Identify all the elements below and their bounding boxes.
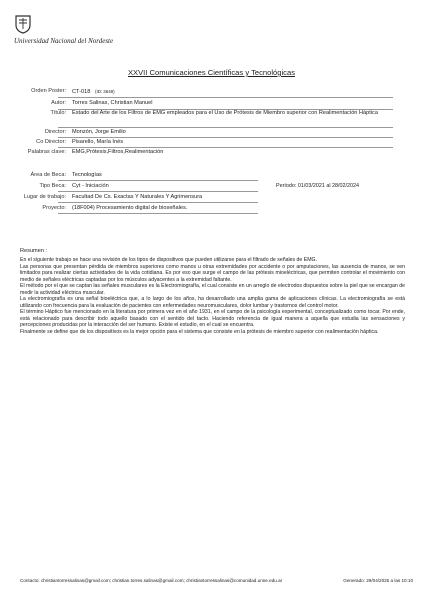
divider (58, 127, 393, 128)
row-area (14, 172, 414, 180)
row-orden (14, 88, 414, 96)
crest-icon (14, 14, 32, 34)
director-value: Monzón, Jorge Emilio (72, 129, 126, 135)
footer-generated: Generado: 29/04/2025 a las 10:10 (343, 578, 413, 583)
resumen-paragraph: Finalmente se define que de los dispositivos es la mejor opción para el sistema que consiste en la prótesis de miembro superior con realimentación háptica. (20, 328, 379, 335)
footer-contact: Contacto: christiantorressalinas@gmail.com; christian.torres.salinas@gmail.com; christiantorressalinas@comunidad.unne.edu.ar (20, 578, 283, 583)
palabras-value: EMG,Prótesis,Filtros,Realimentación (72, 149, 164, 155)
area-value: Tecnologías (72, 172, 102, 178)
row-titulo (14, 110, 414, 126)
footer (20, 578, 413, 583)
row-director (14, 129, 414, 137)
orden-id: (ID: 3648) (95, 89, 115, 94)
divider (58, 191, 258, 192)
lugar-label: Lugar de trabajo: (23, 194, 66, 200)
row-autor (14, 100, 414, 108)
divider (58, 97, 393, 98)
periodo: Período: 01/03/2021 al 28/02/2024 (276, 183, 360, 189)
row-palabras (14, 149, 414, 157)
tipo-value: Cyt - Iniciación (72, 183, 109, 189)
row-lugar (14, 194, 414, 202)
tipo-label: Tipo Beca: (39, 183, 66, 189)
page-title: XXVII Comunicaciones Científicas y Tecnológicas (127, 68, 295, 77)
resumen-paragraph: La electromiografía es una señal bioeléctrica que, a lo largo de los años, ha desarrollado una amplia gama de aplicaciones clínicas. La electromiografía se está utilizando con frecuencia para la evaluación de pacientes con enfermedades neuromusculares, dolor lumbar y trastornos del control motor. (20, 296, 405, 309)
row-codirector (14, 139, 414, 147)
resumen-paragraph: En el siguiente trabajo se hace una revisión de los tipos de dispositivos que pueden utilizarse para el filtrado de señales de EMG. (20, 257, 318, 263)
titulo-label: Título: (50, 110, 66, 116)
director-label: Director: (44, 129, 66, 135)
university-logo (14, 14, 134, 58)
titulo-value: Estado del Arte de los Filtros de EMG empleados para el Uso de Prótesis de Miembro superior con Realimentación Háptica (72, 110, 378, 116)
divider (58, 180, 258, 181)
resumen-body (20, 257, 405, 335)
resumen-paragraph: El método por el que se captan las señales musculares es la Electromiografía, el cual consiste en un arreglo de electrodos dispuestos sobre la piel que se encargan de medir la actividad eléctrica muscular. (20, 283, 405, 296)
proyecto-label: Proyecto: (42, 205, 66, 211)
orden-value-wrap (72, 88, 392, 96)
resumen-label: Resumen : (20, 248, 48, 254)
autor-value: Torres Salinas, Christian Manuel (72, 100, 153, 106)
area-label: Área de Beca: (30, 172, 66, 178)
orden-label: Orden Poster: (31, 88, 66, 94)
lugar-value: Facultad De Cs. Exactas Y Naturales Y Agrimensura (72, 194, 203, 200)
divider (58, 202, 258, 203)
palabras-label: Palabras clave: (27, 149, 66, 155)
divider (58, 137, 393, 138)
codirector-label: Co Director: (36, 139, 66, 145)
row-proyecto (14, 205, 414, 213)
codirector-value: Pisarello, María Inés (72, 139, 123, 145)
resumen-paragraph: Las personas que presentan pérdida de miembros superiores como manos u otras extremidades por accidente o por amputaciones, las ausencia de manos, se ven limitados para realizar ciertas actividades de la vida cotidiana. Es por eso que surge el campo de las prótesis mioeléctricas, que permiten controlar el movimiento con medio de señales eléctricas captadas por los músculos adyacentes a la extremidad faltante. (20, 263, 405, 283)
divider (58, 147, 393, 148)
resumen-paragraph: El término Háptico fue mencionado en la literatura por primera vez en el año 1931, en el campo de la psicología experimental, conceptualizado como tocar. Por ende, está relacionado para describir todo aquello basado con el sentido del tacto. Haciendo referencia de igual manera a aquella que estudia las sensaciones y percepciones producidas por la interacción del ser humano. Existe el estudio, en el cual se encuentra. (20, 309, 405, 328)
orden-value: CT-018 (72, 89, 91, 95)
autor-label: Autor: (51, 100, 66, 106)
divider (58, 213, 258, 214)
institution-name: Universidad Nacional del Nordeste (14, 37, 114, 45)
proyecto-value: (18F004) Procesamiento digital de bioseñales. (72, 205, 188, 211)
